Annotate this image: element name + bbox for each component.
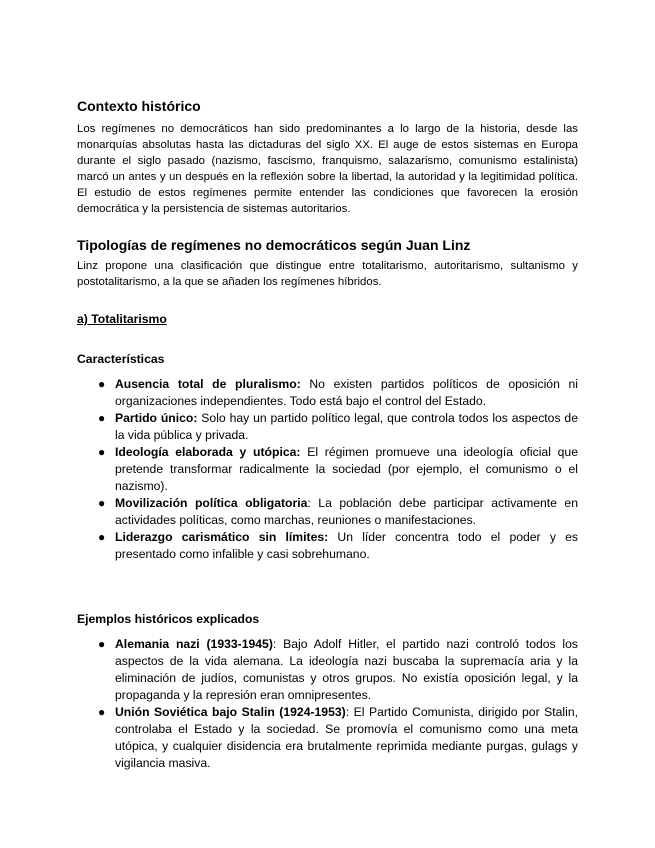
bullet-icon: ● xyxy=(98,411,106,425)
item-term: Ideología elaborada y utópica: xyxy=(115,445,301,459)
paragraph-contexto: Los regímenes no democráticos han sido predominantes a lo largo de la historia, desde las monarquías absolutas hasta las dictaduras del siglo XX. El auge de estos sistemas en Europa durante el siglo pasado (nazismo, fascismo, franquismo, salazarismo, comunismo estalinista) marcó un antes y un después en la reflexión sobre la libertad, la autoridad y la legitimidad política. El estudio de estos regímenes permite entender las condiciones que favorecen la erosión democrática y la persistencia de sistemas autoritarios. xyxy=(77,123,578,215)
item-term: Unión Soviética bajo Stalin (1924-1953) xyxy=(115,705,346,719)
item-text: : Bajo Adolf Hitler, el partido nazi controló todos los aspectos de la vida alemana. La ideología nazi buscaba la supremacía aria y la eliminación de judíos, comunistas y otros grupos. No existía oposición legal, y la propaganda y la represión eran omnipresentes. xyxy=(115,637,578,702)
item-term: Ausencia total de pluralismo: xyxy=(115,377,301,391)
bullet-icon: ● xyxy=(98,377,106,391)
bullet-icon: ● xyxy=(98,530,106,544)
heading-caracteristicas: Características xyxy=(77,352,165,366)
caracteristicas-list xyxy=(77,376,578,563)
item-text: Un líder concentra todo el poder y es presentado como infalible y casi sobrehumano. xyxy=(115,530,578,561)
heading-tipologias: Tipologías de regímenes no democráticos según Juan Linz xyxy=(77,237,471,253)
bullet-icon: ● xyxy=(98,445,106,459)
list-item xyxy=(77,444,578,495)
ejemplos-list xyxy=(77,636,578,772)
list-item xyxy=(77,636,578,704)
item-text: : La población debe participar activamente en actividades políticas, como marchas, reuniones o manifestaciones. xyxy=(115,496,578,527)
bullet-icon: ● xyxy=(98,496,106,510)
heading-ejemplos: Ejemplos históricos explicados xyxy=(77,612,260,626)
item-text: Solo hay un partido político legal, que controla todos los aspectos de la vida pública y privada. xyxy=(115,411,578,442)
list-item xyxy=(77,529,578,563)
paragraph-tipologias: Linz propone una clasificación que distingue entre totalitarismo, autoritarismo, sultanismo y postotalitarismo, a la que se añaden los regímenes híbridos. xyxy=(77,260,578,288)
list-item xyxy=(77,376,578,410)
bullet-icon: ● xyxy=(98,637,106,651)
heading-totalitarismo: a) Totalitarismo xyxy=(77,312,167,326)
item-term: Liderazgo carismático sin límites: xyxy=(115,530,329,544)
item-text: El régimen promueve una ideología oficial que pretende transformar radicalmente la sociedad (por ejemplo, el comunismo o el nazismo). xyxy=(115,445,578,493)
document-body xyxy=(77,93,578,772)
bullet-icon: ● xyxy=(98,705,106,719)
list-item xyxy=(77,704,578,772)
item-term: Alemania nazi (1933-1945) xyxy=(115,637,273,651)
item-term: Partido único: xyxy=(115,411,198,425)
list-item xyxy=(77,495,578,529)
item-term: Movilización política obligatoria xyxy=(115,496,308,510)
item-text: No existen partidos políticos de oposición ni organizaciones independientes. Todo está bajo el control del Estado. xyxy=(115,377,578,408)
list-item xyxy=(77,410,578,444)
heading-contexto-historico: Contexto histórico xyxy=(77,98,201,114)
item-text: : El Partido Comunista, dirigido por Stalin, controlaba el Estado y la sociedad. Se promovía el comunismo como una meta utópica, y cualquier disidencia era brutalmente reprimida mediante purgas, gulags y vigilancia masiva. xyxy=(115,705,579,770)
